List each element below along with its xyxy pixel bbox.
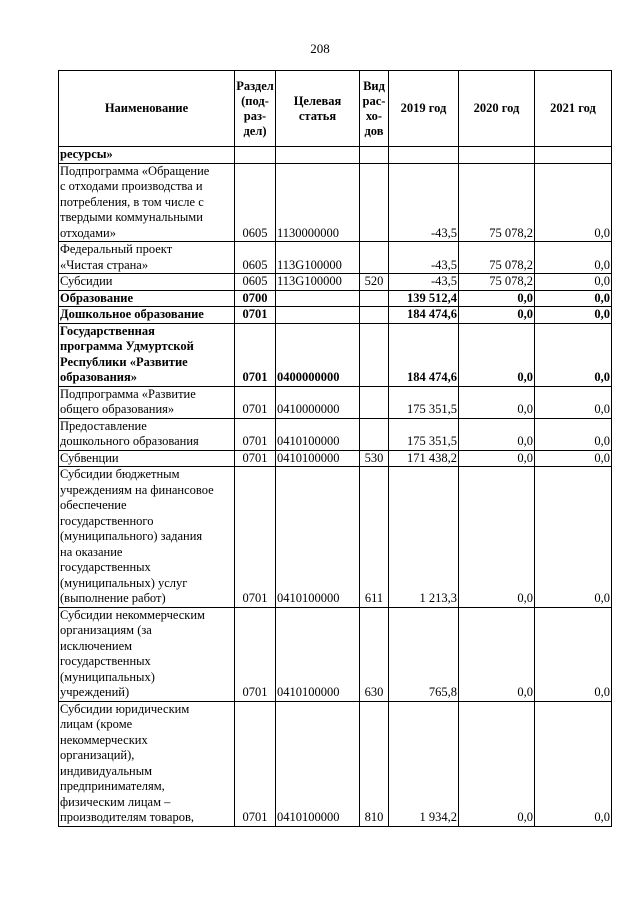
- table-row: [59, 242, 612, 274]
- row-2021-cell: 0,0: [535, 467, 612, 608]
- row-name-cell: ресурсы»: [59, 147, 235, 164]
- row-2021-cell: 0,0: [535, 323, 612, 386]
- row-2021-cell: [535, 147, 612, 164]
- row-section-cell: 0701: [235, 607, 276, 701]
- row-2020-cell: 0,0: [459, 290, 535, 307]
- table-row: [59, 386, 612, 418]
- row-target-cell: [276, 147, 360, 164]
- row-kind-cell: 810: [360, 701, 389, 826]
- row-2019-cell: 765,8: [389, 607, 459, 701]
- row-name-cell: Субсидии юридическим лицам (кроме некоммерческих организаций), индивидуальным предпринимателям, физическим лицам – производителям товаров,: [59, 701, 235, 826]
- row-2019-cell: 184 474,6: [389, 323, 459, 386]
- row-2021-cell: 0,0: [535, 290, 612, 307]
- row-name-cell: Субвенции: [59, 450, 235, 467]
- row-target-cell: 0410100000: [276, 607, 360, 701]
- row-section-cell: 0701: [235, 450, 276, 467]
- row-name-cell: Субсидии: [59, 274, 235, 291]
- row-2020-cell: 0,0: [459, 450, 535, 467]
- row-2021-cell: 0,0: [535, 607, 612, 701]
- row-target-cell: 113G100000: [276, 242, 360, 274]
- row-2020-cell: 0,0: [459, 701, 535, 826]
- row-target-cell: [276, 290, 360, 307]
- row-section-cell: 0701: [235, 701, 276, 826]
- table-row: [59, 274, 612, 291]
- row-section-cell: 0701: [235, 418, 276, 450]
- row-target-cell: 0410100000: [276, 467, 360, 608]
- row-2019-cell: -43,5: [389, 242, 459, 274]
- row-2021-cell: 0,0: [535, 242, 612, 274]
- row-2019-cell: -43,5: [389, 274, 459, 291]
- row-2019-cell: -43,5: [389, 163, 459, 242]
- row-kind-cell: 520: [360, 274, 389, 291]
- row-section-cell: 0605: [235, 163, 276, 242]
- row-2020-cell: 0,0: [459, 307, 535, 324]
- header-2020: 2020 год: [459, 71, 535, 147]
- row-section-cell: 0605: [235, 274, 276, 291]
- row-name-cell: Федеральный проект «Чистая страна»: [59, 242, 235, 274]
- row-section-cell: 0701: [235, 307, 276, 324]
- row-2019-cell: 139 512,4: [389, 290, 459, 307]
- row-target-cell: 0400000000: [276, 323, 360, 386]
- row-section-cell: 0701: [235, 386, 276, 418]
- row-name-cell: Подпрограмма «Обращение с отходами производства и потребления, в том числе с твердыми коммунальными отходами»: [59, 163, 235, 242]
- row-2019-cell: 1 213,3: [389, 467, 459, 608]
- row-2020-cell: 75 078,2: [459, 274, 535, 291]
- row-target-cell: 1130000000: [276, 163, 360, 242]
- header-target: Целевая статья: [276, 71, 360, 147]
- table-row: [59, 307, 612, 324]
- row-kind-cell: [360, 147, 389, 164]
- row-section-cell: 0701: [235, 467, 276, 608]
- row-2019-cell: [389, 147, 459, 164]
- table-header-row: [59, 71, 612, 147]
- row-kind-cell: [360, 323, 389, 386]
- row-2019-cell: 184 474,6: [389, 307, 459, 324]
- row-2021-cell: 0,0: [535, 274, 612, 291]
- row-kind-cell: [360, 242, 389, 274]
- header-2019: 2019 год: [389, 71, 459, 147]
- row-2020-cell: 75 078,2: [459, 242, 535, 274]
- row-kind-cell: [360, 386, 389, 418]
- row-kind-cell: 630: [360, 607, 389, 701]
- table-row: [59, 607, 612, 701]
- table-row: [59, 147, 612, 164]
- row-name-cell: Образование: [59, 290, 235, 307]
- table-row: [59, 163, 612, 242]
- row-target-cell: 113G100000: [276, 274, 360, 291]
- table-row: [59, 467, 612, 608]
- row-section-cell: 0701: [235, 323, 276, 386]
- row-2020-cell: 0,0: [459, 323, 535, 386]
- header-2021: 2021 год: [535, 71, 612, 147]
- row-2021-cell: 0,0: [535, 450, 612, 467]
- row-name-cell: Государственная программа Удмуртской Республики «Развитие образования»: [59, 323, 235, 386]
- row-2020-cell: 75 078,2: [459, 163, 535, 242]
- row-2019-cell: 1 934,2: [389, 701, 459, 826]
- row-2019-cell: 175 351,5: [389, 386, 459, 418]
- table-row: [59, 450, 612, 467]
- row-kind-cell: [360, 163, 389, 242]
- row-2021-cell: 0,0: [535, 386, 612, 418]
- row-2021-cell: 0,0: [535, 163, 612, 242]
- row-name-cell: Дошкольное образование: [59, 307, 235, 324]
- row-kind-cell: 611: [360, 467, 389, 608]
- row-target-cell: 0410000000: [276, 386, 360, 418]
- row-2021-cell: 0,0: [535, 418, 612, 450]
- row-section-cell: [235, 147, 276, 164]
- page-number: 208: [310, 41, 330, 56]
- row-target-cell: [276, 307, 360, 324]
- row-2020-cell: 0,0: [459, 607, 535, 701]
- header-kind: Вид рас- хо- дов: [360, 71, 389, 147]
- row-2020-cell: 0,0: [459, 467, 535, 608]
- row-kind-cell: [360, 290, 389, 307]
- header-name: Наименование: [59, 71, 235, 147]
- table-row: [59, 701, 612, 826]
- header-section: Раздел (под- раз- дел): [235, 71, 276, 147]
- row-name-cell: Субсидии некоммерческим организациям (за исключением государственных (муниципальных) учреждений): [59, 607, 235, 701]
- row-2020-cell: [459, 147, 535, 164]
- row-name-cell: Подпрограмма «Развитие общего образования»: [59, 386, 235, 418]
- row-kind-cell: [360, 418, 389, 450]
- row-2019-cell: 171 438,2: [389, 450, 459, 467]
- row-section-cell: 0605: [235, 242, 276, 274]
- row-target-cell: 0410100000: [276, 450, 360, 467]
- row-2021-cell: 0,0: [535, 701, 612, 826]
- row-target-cell: 0410100000: [276, 418, 360, 450]
- row-kind-cell: [360, 307, 389, 324]
- row-2020-cell: 0,0: [459, 386, 535, 418]
- row-target-cell: 0410100000: [276, 701, 360, 826]
- row-2019-cell: 175 351,5: [389, 418, 459, 450]
- table-row: [59, 290, 612, 307]
- table-row: [59, 323, 612, 386]
- budget-table: [58, 70, 612, 827]
- row-name-cell: Предоставление дошкольного образования: [59, 418, 235, 450]
- row-2020-cell: 0,0: [459, 418, 535, 450]
- table-row: [59, 418, 612, 450]
- row-section-cell: 0700: [235, 290, 276, 307]
- row-kind-cell: 530: [360, 450, 389, 467]
- row-name-cell: Субсидии бюджетным учреждениям на финансовое обеспечение государственного (муниципального) задания на оказание государственных (муниципальных) услуг (выполнение работ): [59, 467, 235, 608]
- row-2021-cell: 0,0: [535, 307, 612, 324]
